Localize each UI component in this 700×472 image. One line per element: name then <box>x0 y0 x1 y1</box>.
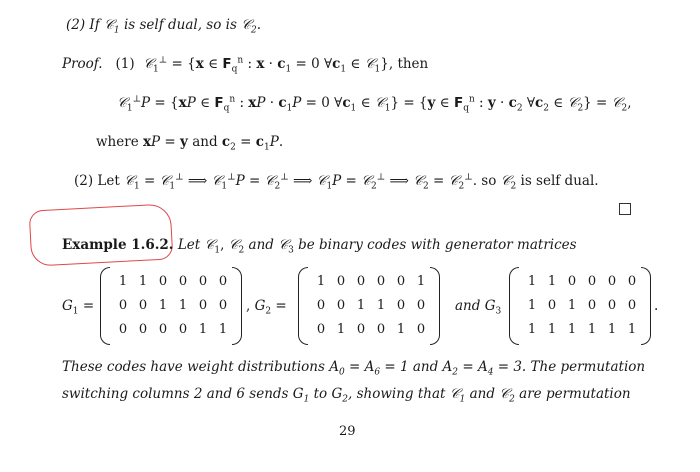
right-paren <box>232 267 242 345</box>
matrix-entry: 1 <box>158 297 168 313</box>
matrix-entry: 0 <box>376 273 386 289</box>
matrix-entry: 1 <box>396 321 406 337</box>
matrix-entry: 1 <box>356 297 366 313</box>
matrix-entry: 0 <box>396 273 406 289</box>
matrix-entry: 1 <box>547 321 557 337</box>
matrix-entry: 0 <box>547 297 557 313</box>
matrix-entry: 0 <box>627 297 637 313</box>
matrix-entry: 1 <box>527 321 537 337</box>
matrix-entry: 1 <box>118 273 128 289</box>
example-heading: Example 1.6.2. Let 𝒞$_1$, 𝒞$_2$ and 𝒞$_3$ be binary codes with generator matrices <box>62 237 577 256</box>
matrix-row <box>113 317 233 341</box>
matrix-entry: 0 <box>587 297 597 313</box>
matrix-entry: 0 <box>178 321 188 337</box>
matrix-entry: 1 <box>627 321 637 337</box>
period: . <box>654 298 659 314</box>
matrix-g3-table <box>522 269 642 341</box>
matrix-entry: 0 <box>138 321 148 337</box>
matrix-g2 <box>298 267 440 345</box>
matrix-entry: 0 <box>218 273 228 289</box>
matrix-entry: 0 <box>158 273 168 289</box>
matrix-row <box>311 293 431 317</box>
proof-where: where xP = y and $c_2 = c_1P$. <box>96 134 284 153</box>
matrix-row <box>522 317 642 341</box>
matrix-entry: 1 <box>316 273 326 289</box>
red-circle-annotation <box>29 203 174 266</box>
matrix-entry: 0 <box>118 321 128 337</box>
matrix-entry: 0 <box>336 273 346 289</box>
matrix-entry: 0 <box>376 321 386 337</box>
matrix-entry: 0 <box>567 273 577 289</box>
matrix-entry: 1 <box>218 321 228 337</box>
matrix-entry: 1 <box>336 321 346 337</box>
matrix-entry: 0 <box>198 273 208 289</box>
matrix-row <box>311 317 431 341</box>
left-paren <box>100 267 110 345</box>
matrix-entry: 0 <box>607 273 617 289</box>
matrix-entry: 1 <box>587 321 597 337</box>
qed-square <box>619 203 631 215</box>
proof-line-2: (2) Let 𝒞$_1$ = 𝒞$_1$⊥ ⟹ 𝒞$_1$⊥P = 𝒞$_2$⊥ ⟹ 𝒞$_1$P = 𝒞$_2$⊥ ⟹ 𝒞$_2$ = 𝒞$_2$⊥. so 𝒞$_2$ is self dual. <box>74 172 599 192</box>
matrix-g1-table <box>113 269 233 341</box>
matrix-entry: 0 <box>316 297 326 313</box>
matrix-g2-table <box>311 269 431 341</box>
comma-g2-label: , $G_2$ = <box>246 298 287 317</box>
matrix-entry: 1 <box>527 273 537 289</box>
right-paren <box>430 267 440 345</box>
weights-line-1: These codes have weight distributions $A_0 = A_6 = 1$ and $A_2 = A_4 = 3$. The permutation <box>62 359 646 378</box>
matrix-entry: 1 <box>527 297 537 313</box>
matrix-entry: 0 <box>138 297 148 313</box>
right-paren <box>641 267 651 345</box>
item-2-statement: (2) If 𝒞$_1$ is self dual, so is 𝒞$_2$. <box>66 17 262 36</box>
left-paren <box>298 267 308 345</box>
matrix-entry: 1 <box>138 273 148 289</box>
left-paren <box>509 267 519 345</box>
matrix-entry: 0 <box>607 297 617 313</box>
matrix-row <box>522 269 642 293</box>
page-number: 29 <box>339 424 356 439</box>
matrix-entry: 1 <box>567 297 577 313</box>
matrix-entry: 0 <box>198 297 208 313</box>
matrix-entry: 1 <box>547 273 557 289</box>
matrix-row <box>522 293 642 317</box>
matrix-entry: 1 <box>178 297 188 313</box>
g1-label: $G_1$ = <box>62 298 95 317</box>
matrix-entry: 0 <box>218 297 228 313</box>
and-g3-label: and $G_3$ <box>455 298 502 317</box>
matrix-entry: 0 <box>396 297 406 313</box>
proof-equation: 𝒞$_1$⊥P = {xP ∈ $F_q^n$ : xP · $c_1P = 0$ $\forall c_1$ ∈ 𝒞$_1$} = {y ∈ $F_q^n$ : $y \cdot c_2$ $\forall c_2$ ∈ 𝒞$_2$} = 𝒞$_2$, <box>117 94 632 114</box>
matrix-g3 <box>509 267 651 345</box>
matrix-entry: 0 <box>178 273 188 289</box>
matrix-entry: 1 <box>416 273 426 289</box>
matrix-entry: 0 <box>587 273 597 289</box>
matrix-entry: 0 <box>416 321 426 337</box>
matrix-entry: 1 <box>567 321 577 337</box>
matrix-entry: 1 <box>198 321 208 337</box>
matrix-entry: 0 <box>356 273 366 289</box>
matrix-entry: 1 <box>376 297 386 313</box>
matrix-entry: 0 <box>336 297 346 313</box>
proof-line-1: Proof. (1) 𝒞$_1$⊥ = {x ∈ $F_q^n$ : $x \cdot c_1 = 0$ $\forall c_1$ ∈ 𝒞$_1$}, then <box>62 55 429 75</box>
weights-line-2: switching columns 2 and 6 sends $G_1$ to $G_2$, showing that 𝒞$_1$ and 𝒞$_2$ are permutation <box>62 386 631 405</box>
matrix-entry: 0 <box>356 321 366 337</box>
matrix-entry: 1 <box>607 321 617 337</box>
matrix-entry: 0 <box>416 297 426 313</box>
matrix-entry: 0 <box>158 321 168 337</box>
matrix-entry: 0 <box>118 297 128 313</box>
matrix-row <box>113 293 233 317</box>
matrix-entry: 0 <box>316 321 326 337</box>
matrix-entry: 0 <box>627 273 637 289</box>
matrix-row <box>311 269 431 293</box>
matrix-g1 <box>100 267 242 345</box>
matrix-row <box>113 269 233 293</box>
